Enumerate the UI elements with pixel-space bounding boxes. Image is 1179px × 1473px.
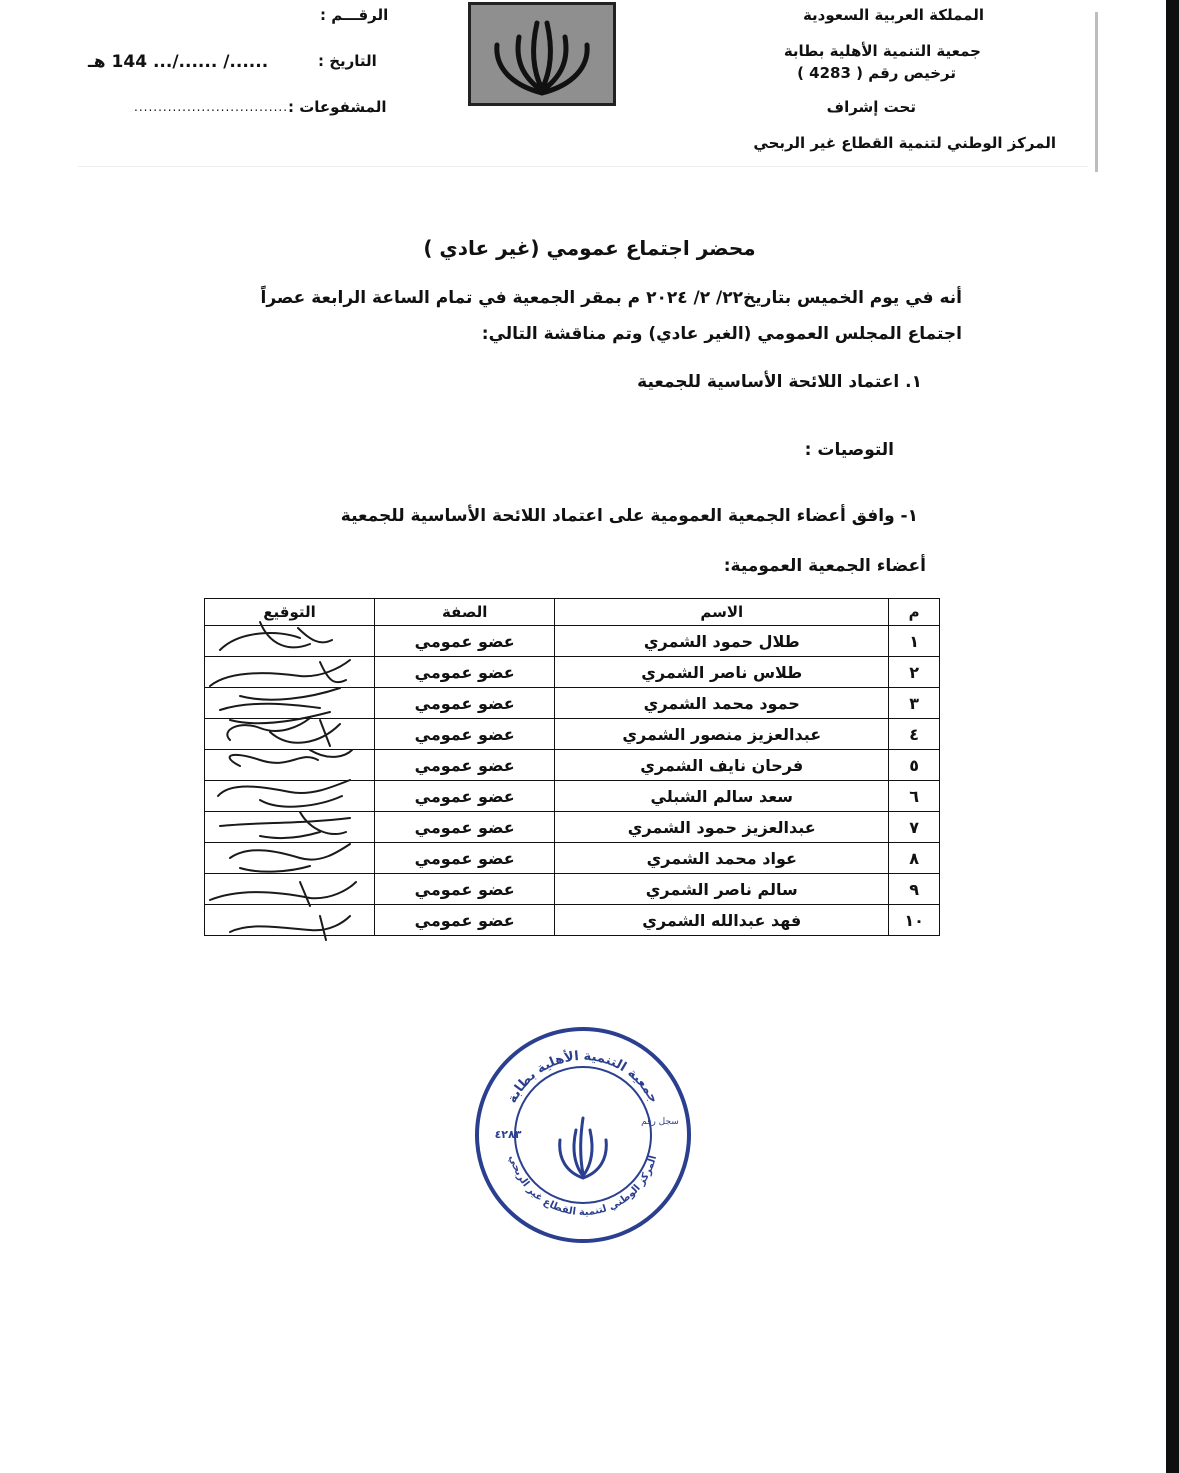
row-role: عضو عمومي — [375, 874, 555, 905]
stamp-top-text: جمعية التنمية الأهلية بطابة — [504, 1048, 662, 1106]
row-name: فرحان نايف الشمري — [555, 750, 889, 781]
stamp-license-text: ٤٢٨٣ — [494, 1128, 522, 1141]
row-role: عضو عمومي — [375, 657, 555, 688]
row-num: ٥ — [889, 750, 940, 781]
recommendations-label: التوصيات : — [804, 440, 894, 460]
row-num: ٩ — [889, 874, 940, 905]
row-num: ٨ — [889, 843, 940, 874]
page-title: محضر اجتماع عمومي (غير عادي ) — [423, 236, 756, 260]
attachments-label: المشفوعات : — [288, 98, 387, 116]
date-label: التاريخ : — [318, 52, 377, 70]
header-center: المركز الوطني لتنمية القطاع غير الربحي — [753, 134, 1056, 152]
row-name: سعد سالم الشبلي — [555, 781, 889, 812]
attachments-value: ................................ — [134, 100, 289, 114]
row-num: ١ — [889, 626, 940, 657]
header-license: ترخيص رقم ( 4283 ) — [797, 64, 956, 82]
header-num: م — [889, 599, 940, 626]
stamp-bottom-text: المركز الوطني لتنمية القطاع غير الربحي — [506, 1154, 660, 1219]
row-role: عضو عمومي — [375, 719, 555, 750]
header-divider — [78, 166, 1088, 167]
row-role: عضو عمومي — [375, 626, 555, 657]
row-name: سالم ناصر الشمري — [555, 874, 889, 905]
svg-text:جمعية التنمية الأهلية بطابة — [505, 1048, 661, 1106]
row-name: عبدالعزيز منصور الشمري — [555, 719, 889, 750]
row-num: ٦ — [889, 781, 940, 812]
number-label: الرقـــم : — [320, 6, 389, 24]
row-name: عبدالعزيز حمود الشمري — [555, 812, 889, 843]
header-country: المملكة العربية السعودية — [802, 6, 984, 24]
header-name: الاسم — [555, 599, 889, 626]
row-num: ٧ — [889, 812, 940, 843]
row-num: ٣ — [889, 688, 940, 719]
agenda-item: ١. اعتماد اللائحة الأساسية للجمعية — [637, 372, 922, 392]
row-role: عضو عمومي — [375, 688, 555, 719]
row-name: حمود محمد الشمري — [555, 688, 889, 719]
row-name: طلال حمود الشمري — [555, 626, 889, 657]
handwritten-signatures — [200, 600, 370, 950]
header-supervision: تحت إشراف — [826, 98, 916, 116]
org-logo — [468, 2, 616, 106]
row-name: عواد محمد الشمري — [555, 843, 889, 874]
header-org-name: جمعية التنمية الأهلية بطابة — [783, 42, 981, 60]
official-stamp — [468, 1020, 698, 1250]
row-num: ٤ — [889, 719, 940, 750]
recommendation-item: ١- وافق أعضاء الجمعية العمومية على اعتماد اللائحة الأساسية للجمعية — [340, 506, 918, 526]
row-role: عضو عمومي — [375, 750, 555, 781]
row-name: طلاس ناصر الشمري — [555, 657, 889, 688]
row-role: عضو عمومي — [375, 905, 555, 936]
intro-line-1: أنه في يوم الخميس بتاريخ٢٢/ ٢/ ٢٠٢٤ م بمقر الجمعية في تمام الساعة الرابعة عصراً — [260, 288, 962, 308]
date-value: ....../ ....../... 144 هـ — [88, 52, 269, 72]
header-role: الصفة — [375, 599, 555, 626]
page-edge-line — [1095, 12, 1098, 172]
row-role: عضو عمومي — [375, 812, 555, 843]
stamp-leaf-icon — [560, 1118, 607, 1178]
row-name: فهد عبدالله الشمري — [555, 905, 889, 936]
row-num: ١٠ — [889, 905, 940, 936]
header-signature: التوقيع — [205, 599, 375, 626]
stamp-side-text: سجل رقم — [641, 1117, 679, 1127]
row-role: عضو عمومي — [375, 781, 555, 812]
row-num: ٢ — [889, 657, 940, 688]
leaf-logo-icon — [471, 5, 613, 103]
intro-line-2: اجتماع المجلس العمومي (الغير عادي) وتم مناقشة التالي: — [481, 324, 962, 344]
row-role: عضو عمومي — [375, 843, 555, 874]
members-label: أعضاء الجمعية العمومية: — [723, 556, 926, 576]
